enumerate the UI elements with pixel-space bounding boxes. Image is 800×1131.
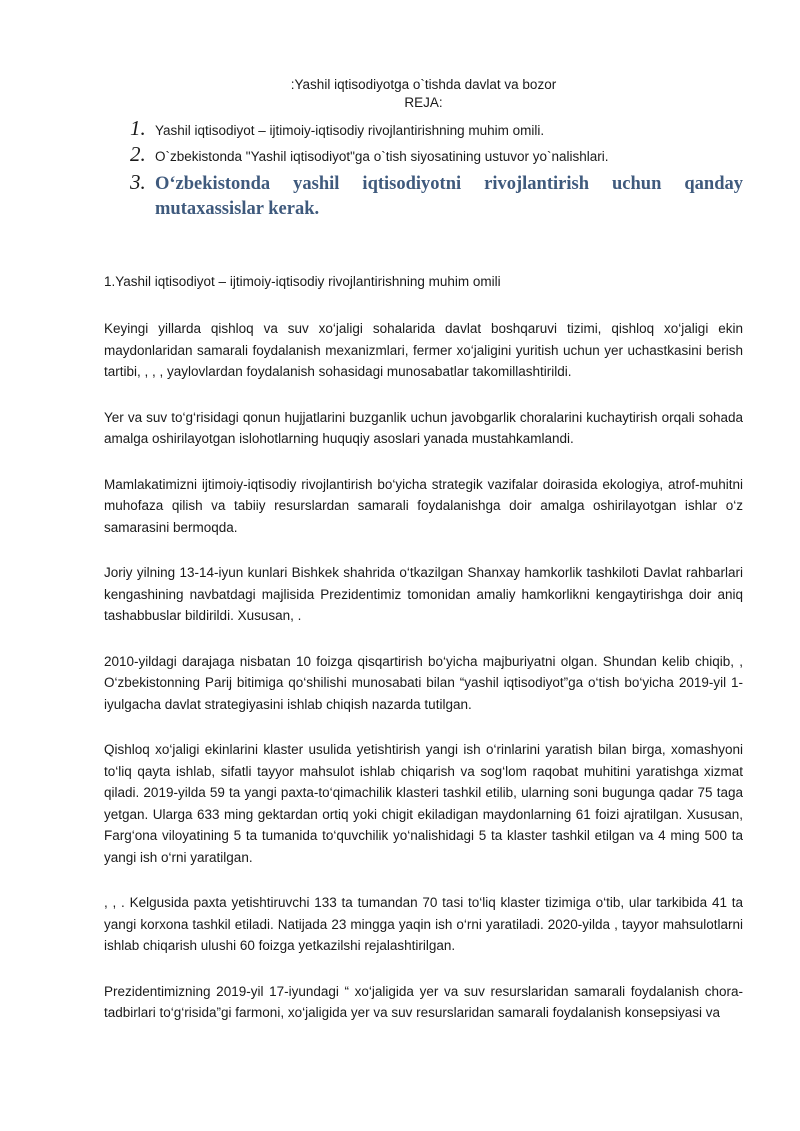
document-topic: :Yashil iqtisodiyotga o`tishda davlat va bozor: [290, 77, 557, 92]
body-paragraph: Prezidentimizning 2019-yil 17-iyundagi “ xo‘jaligida yer va suv resurslaridan samarali foydalanish chora-tadbirlari to‘g‘risida”gi farmoni, xo‘jaligida yer va suv resurslaridan samarali foydalanish konsepsiyasi va: [104, 983, 743, 1020]
plan-item: [104, 170, 743, 222]
plan-item-number: 3.: [130, 170, 146, 194]
body-paragraph: Qishloq xo‘jaligi ekinlarini klaster usulida yetishtirish yangi ish o‘rinlarini yaratish bilan birga, xomashyoni to‘liq qayta ishlab, sifatli tayyor mahsulot ishlab chiqarish va sog‘lom raqobat muhitini yaratishga xizmat qiladi. 2019-yilda 59 ta yangi paxta-to‘qimachilik klasteri tashkil etilib, ularning soni bugunga qadar 75 taga yetgan. Ularga 633 ming gektardan ortiq yoki chigit ekiladigan maydonlarning 61 foizi ajratilgan. Xususan, Farg‘ona viloyatining 5 ta tumanida to‘quvchilik yo‘nalishidagi 5 ta klaster tashkil etilgan va 4 ming 500 ta yangi ish o‘rni yaratilgan.: [104, 742, 743, 865]
plan-item-text: O`zbekistonda "Yashil iqtisodiyot"ga o`tish siyosatining ustuvor yo`nalishlari.: [155, 149, 609, 164]
plan-label: REJA:: [404, 95, 443, 110]
body-paragraph: Joriy yilning 13-14-iyun kunlari Bishkek shahrida o‘tkazilgan Shanxay hamkorlik tashkiloti Davlat rahbarlari kengashining navbatdagi majlisida Prezidentimiz tomonidan amaliy hamkorlikni kengaytirishga doir aniq tashabbuslar bildirildi. Xususan, .: [104, 565, 743, 623]
body-paragraph: Mamlakatimizni ijtimoiy-iqtisodiy rivojlantirish bo‘yicha strategik vazifalar doirasida ekologiya, atrof-muhitni muhofaza qilish va tabiiy resurslardan samarali foydalanishga doir amalga oshirilayotgan ishlar o‘z samarasini bermoqda.: [104, 476, 743, 535]
plan-item-text: Yashil iqtisodiyot – ijtimoiy-iqtisodiy rivojlantirishning muhim omili.: [155, 123, 545, 138]
plan-list: [104, 116, 743, 222]
body-paragraph: , , . Kelgusida paxta yetishtiruvchi 133 ta tumandan 70 tasi to‘liq klaster tizimiga o‘tib, ular tarkibida 41 ta yangi korxona tashkil etiladi. Natijada 23 mingga yaqin ish o‘rni yaratiladi. 2020-yilda , tayyor mahsulotlarni ishlab chiqarish ulushi 60 foizga yetkazilshi rejalashtirilgan.: [104, 895, 743, 953]
body-paragraph: Yer va suv to‘g‘risidagi qonun hujjatlarini buzganlik uchun javobgarlik choralarini kuchaytirish orqali sohada amalga oshirilayotgan islohotlarning huquqiy asoslari yanada mustahkamlandi.: [104, 409, 743, 446]
body-paragraph: Keyingi yillarda qishloq va suv xo‘jaligi sohalarida davlat boshqaruvi tizimi, qishloq xo‘jaligi ekin maydonlaridan samarali foydalanish mexanizmlari, fermer xo‘jaligini yuritish uchun yer uchastkasini berish tartibi, , , , yaylovlardan foydalanish sohasidagi munosabatlar takomillashtirildi.: [104, 321, 743, 379]
plan-item: [104, 116, 743, 140]
body-paragraph: 2010-yildagi darajaga nisbatan 10 foizga qisqartirish bo‘yicha majburiyatni olgan. Shundan kelib chiqib, , O‘zbekistonning Parij bitimiga qo‘shilishi munosabati bilan “yashil iqtisodiyot”ga o‘tish bo‘yicha 2019-yil 1-iyulgacha davlat strategiyasini ishlab chiqish nazarda tutilgan.: [104, 653, 743, 712]
plan-item: [104, 142, 743, 170]
section-heading: 1.Yashil iqtisodiyot – ijtimoiy-iqtisodiy rivojlantirishning muhim omili: [104, 274, 501, 289]
plan-item-number: 2.: [130, 142, 146, 166]
plan-item-text-highlighted: O‘zbekistonda yashil iqtisodiyotni rivojlantirish uchun qanday mutaxassislar kerak.: [155, 174, 743, 219]
plan-item-number: 1.: [130, 116, 146, 140]
